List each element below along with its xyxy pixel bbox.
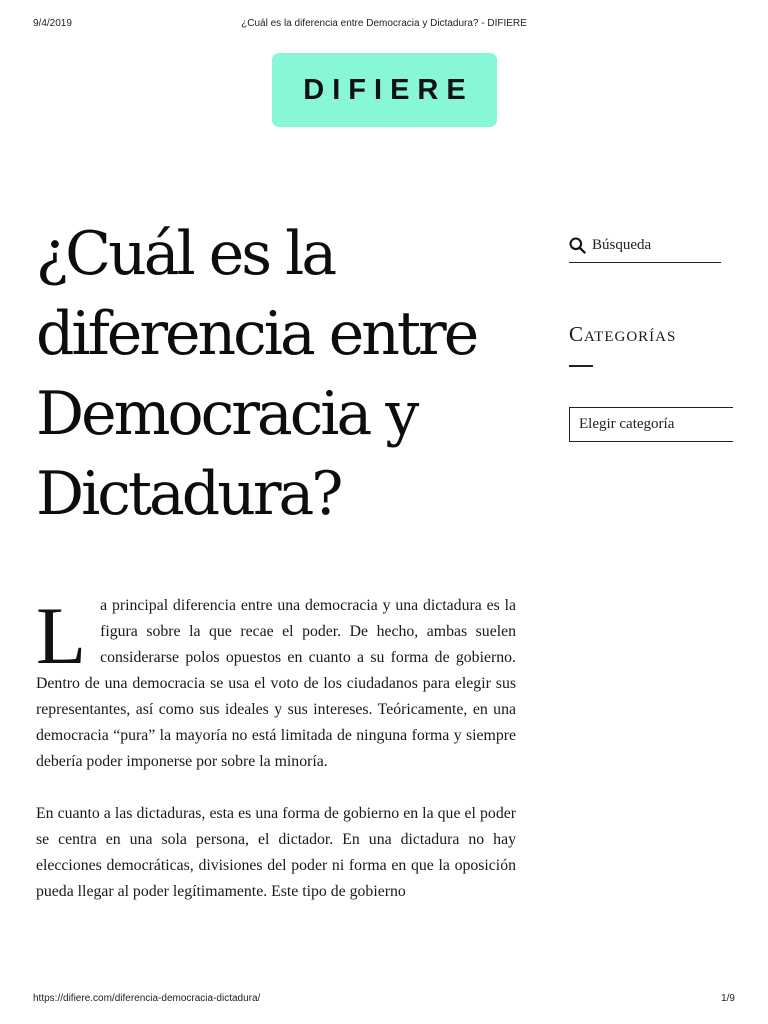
article-paragraph	[36, 590, 516, 775]
print-document-title: ¿Cuál es la diferencia entre Democracia y Dictadura? - DIFIERE	[241, 18, 527, 29]
article-title: ¿Cuál es la diferencia entre Democracia y Dictadura?	[36, 219, 477, 529]
categories-divider	[569, 365, 593, 367]
article-paragraph: En cuanto a las dictaduras, esta es una forma de gobierno en la que el poder se centra en una sola persona, el dictador. En una dictadura no hay elecciones democráticas, divisiones del poder ni forma en que la oposición pueda llegar al poder legítimamente. Este tipo de gobierno	[36, 805, 516, 900]
categories-heading: Categorías	[569, 322, 677, 346]
search-label: Búsqueda	[592, 236, 652, 253]
print-footer	[33, 993, 735, 1007]
article-paragraph-text: a principal diferencia entre una democracia y una dictadura es la figura sobre la que recae el poder. De hecho, ambas suelen considerarse polos opuestos en cuanto a su forma de gobierno. Dentro de una democracia se usa el voto de los ciudadanos para elegir sus representantes, así como sus ideales y sus intereses. Teóricamente, en una democracia “pura” la mayoría no está limitada de ninguna forma y siempre debería poder imponerse por sobre la minoría.	[36, 597, 516, 770]
article-body	[36, 590, 516, 931]
search-field[interactable]	[569, 228, 721, 263]
print-date: 9/4/2019	[33, 18, 72, 29]
print-header	[33, 18, 735, 32]
site-logo[interactable]	[272, 53, 497, 127]
search-icon[interactable]	[569, 237, 586, 254]
site-logo-text: DIFIERE	[303, 73, 474, 106]
print-url: https://difiere.com/diferencia-democracia-dictadura/	[33, 993, 261, 1004]
category-select[interactable]: Elegir categoría	[569, 407, 733, 442]
drop-cap: L	[36, 590, 87, 681]
print-page-number: 1/9	[721, 993, 735, 1004]
